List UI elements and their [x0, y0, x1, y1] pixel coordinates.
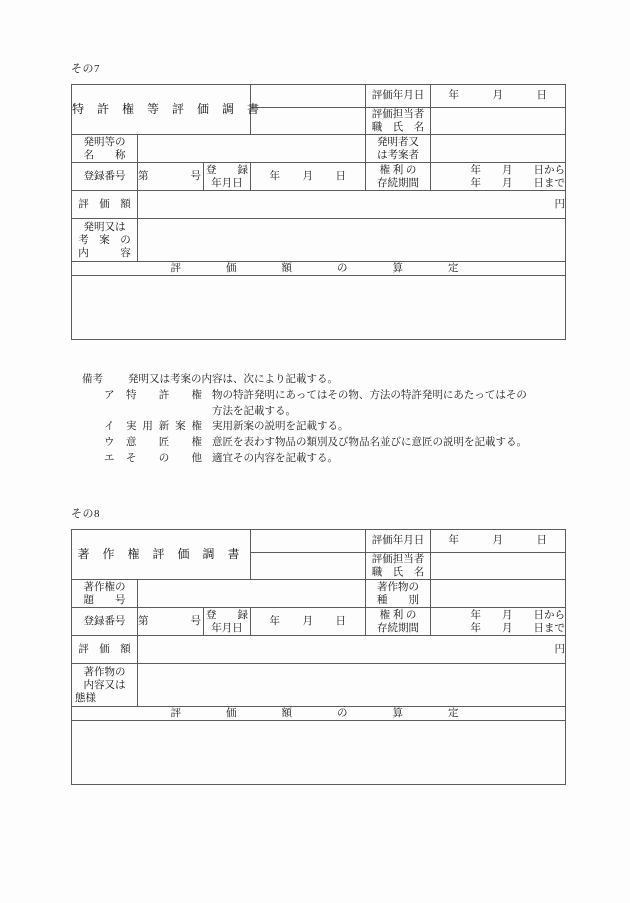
- eval-date-value[interactable]: 年 月 日: [431, 85, 566, 108]
- remarks-item-term: 意 匠 権: [126, 437, 202, 448]
- table-row: [72, 163, 566, 191]
- reg-no-value[interactable]: 第 号: [138, 163, 204, 191]
- table-row: [72, 191, 566, 219]
- spacer-cell: [251, 530, 366, 553]
- inventor-value[interactable]: [431, 135, 566, 163]
- table-row: [72, 276, 566, 340]
- table-row: [72, 219, 566, 262]
- eval-officer-label: 評価担当者 職 氏 名: [366, 553, 431, 580]
- table-row: [72, 135, 566, 163]
- eval-date-label: 評価年月日: [366, 530, 431, 553]
- duration-label: 権 利 の 存続期間: [366, 608, 431, 636]
- calc-title: 評 価 額 の 算 定: [72, 262, 566, 276]
- remarks-item-marker: イ: [104, 421, 115, 433]
- eval-date-label: 評価年月日: [366, 85, 431, 108]
- sheet-label-7: その7: [71, 63, 100, 75]
- amount-value-cell[interactable]: [138, 191, 566, 219]
- reg-date-label: 登 録 年月日: [204, 163, 251, 191]
- amount-unit: 円: [554, 644, 566, 656]
- reg-no-label: 登録番号: [72, 608, 138, 636]
- remarks-lead-row: [82, 372, 527, 388]
- spacer-cell: [251, 553, 366, 580]
- table-row: [72, 721, 566, 785]
- amount-label: 評 価 額: [72, 636, 138, 664]
- reg-date-label: 登 録 年月日: [204, 608, 251, 636]
- remarks-item: [82, 419, 527, 435]
- spacer-cell: [251, 108, 366, 135]
- content-value[interactable]: [138, 219, 566, 262]
- patent-evaluation-table: [71, 84, 566, 340]
- sheet-label-8: その8: [71, 508, 100, 520]
- remarks-item-desc: 適宜その内容を記載する。: [212, 452, 338, 464]
- duration-value[interactable]: 年 月 日から 年 月 日まで: [431, 163, 566, 191]
- remarks-item: [82, 451, 527, 467]
- table-row: [72, 707, 566, 721]
- reg-date-value[interactable]: 年 月 日: [251, 608, 366, 636]
- name-value[interactable]: [138, 135, 366, 163]
- remarks-item-term: 特 許 権: [126, 389, 202, 401]
- amount-value-cell[interactable]: [138, 636, 566, 664]
- work-type-value[interactable]: [431, 580, 566, 608]
- remarks-item-desc: 意匠を表わす物品の類別及び物品名並びに意匠の説明を記載する。: [212, 437, 527, 448]
- remarks-item-marker: ア: [104, 389, 115, 401]
- table-row: [72, 664, 566, 707]
- name-label: 発明等の 名 称: [72, 135, 138, 163]
- remarks-item-marker: ウ: [104, 437, 115, 448]
- reg-date-value[interactable]: 年 月 日: [251, 163, 366, 191]
- content-value[interactable]: [138, 664, 566, 707]
- duration-value[interactable]: 年 月 日から 年 月 日まで: [431, 608, 566, 636]
- content-label: 著作物の 内容又は 態様: [72, 664, 138, 707]
- amount-label: 評 価 額: [72, 191, 138, 219]
- duration-label: 権 利 の 存続期間: [366, 163, 431, 191]
- doc-title: 特 許 権 等 評 価 調 書: [72, 102, 265, 117]
- reg-no-value[interactable]: 第 号: [138, 608, 204, 636]
- work-type-label: 著作物の 種 別: [366, 580, 431, 608]
- name-label: 著作権の 題 号: [72, 580, 138, 608]
- calc-value[interactable]: [72, 276, 566, 340]
- inventor-label: 発明者又 は考案者: [366, 135, 431, 163]
- doc-title: 著 作 権 評 価 調 書: [77, 547, 245, 562]
- remarks-tag: 備考: [82, 374, 103, 385]
- remarks-item: [82, 435, 527, 451]
- remarks-item-desc-cont: 方法を記載する。: [212, 405, 296, 417]
- eval-officer-label: 評価担当者 職 氏 名: [366, 108, 431, 135]
- remarks-item-desc: 実用新案の説明を記載する。: [212, 421, 349, 433]
- form-patent-evaluation: [71, 84, 565, 340]
- name-value[interactable]: [138, 580, 366, 608]
- table-row: [72, 262, 566, 276]
- eval-officer-value[interactable]: [431, 108, 566, 135]
- remarks-item-desc: 物の特許発明にあってはその物、方法の特許発明にあたってはその: [212, 389, 527, 401]
- doc-title-cell: [72, 85, 265, 135]
- eval-officer-value[interactable]: [431, 553, 566, 580]
- remarks-item-term: 実用新案権: [126, 421, 202, 433]
- table-row: [72, 636, 566, 664]
- remarks-lead: 発明又は考案の内容は、次により記載する。: [128, 374, 338, 385]
- remarks-block: [82, 372, 527, 467]
- form-copyright-evaluation: [71, 529, 565, 785]
- table-row: [72, 580, 566, 608]
- eval-date-value[interactable]: 年 月 日: [431, 530, 566, 553]
- amount-unit: 円: [554, 199, 566, 211]
- table-row: [72, 608, 566, 636]
- content-label: 発明又は 考 案 の 内 容: [72, 219, 138, 262]
- table-row: [72, 85, 566, 108]
- reg-no-label: 登録番号: [72, 163, 138, 191]
- doc-title-cell: [72, 530, 251, 580]
- spacer-cell: [251, 85, 366, 108]
- remarks-item: [82, 388, 527, 404]
- calc-title: 評 価 額 の 算 定: [72, 707, 566, 721]
- copyright-evaluation-table: [71, 529, 566, 785]
- remarks-item-term: そ の 他: [126, 452, 202, 464]
- table-row: [72, 530, 566, 553]
- calc-value[interactable]: [72, 721, 566, 785]
- remarks-item-marker: エ: [104, 452, 115, 464]
